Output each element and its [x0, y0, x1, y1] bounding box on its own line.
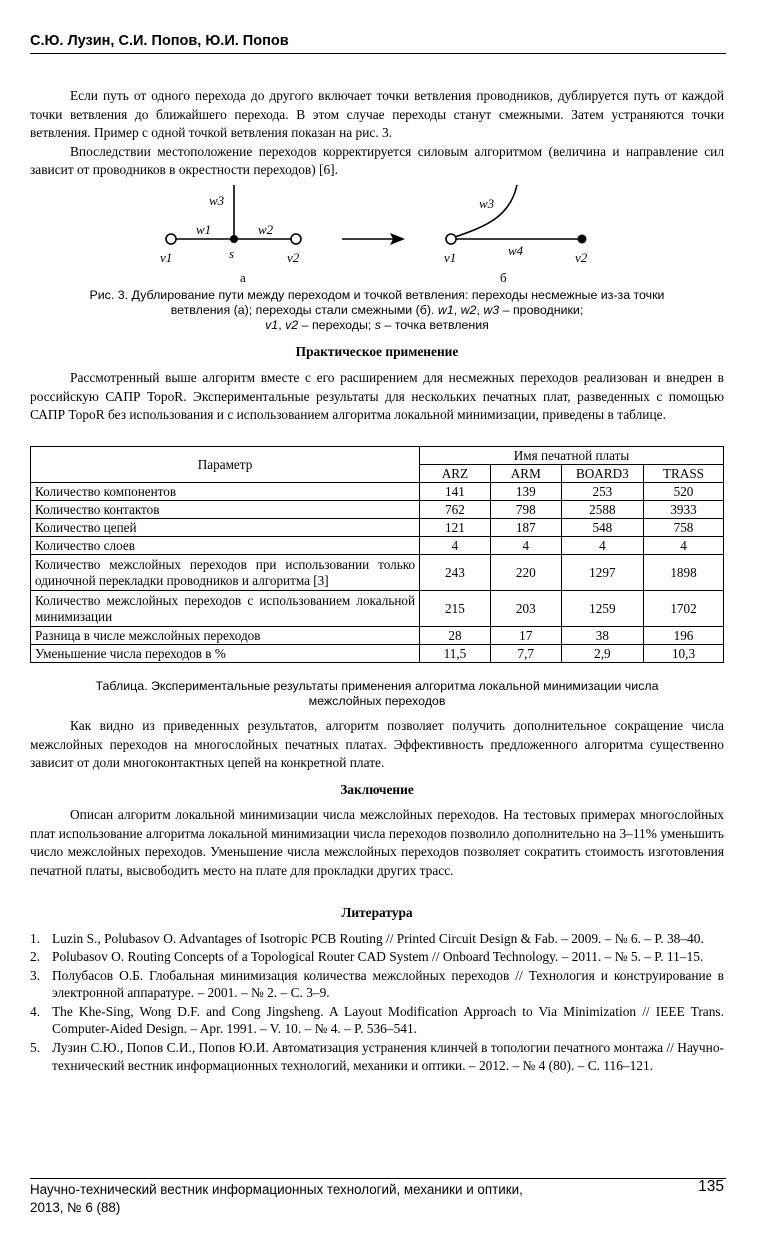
running-footer [30, 1181, 590, 1216]
section-title-practical: Практическое применение [295, 344, 459, 359]
results-table-wrap [30, 446, 724, 663]
reference-item: 3. Полубасов О.Б. Глобальная минимизация количества межслойных переходов // Технология и конструирование в электронной аппаратуре. – 2001. – № 2. – С. 3–9. [30, 967, 724, 1001]
table-row: Уменьшение числа переходов в % 11,5 7,7 2,9 10,3 [31, 645, 724, 663]
column-header: TRASS [644, 465, 724, 483]
section-title-references: Литература [341, 905, 413, 920]
via-v2 [578, 235, 587, 244]
caption-line-3: v1, v2 – переходы; s – точка ветвления [265, 318, 489, 333]
results-paragraph: Как видно из приведенных результатов, алгоритм позволяет получить дополнительное сокращение числа межслойных переходов на многослойных печатных платах. Эффективность предложенного алгоритма существенно зависит от доли многоконтактных цепей на конкретной плате. [30, 718, 724, 771]
arrow [342, 233, 405, 245]
caption-line-2: ветвления (а); переходы стали смежными (б). w1, w2, w3 – проводники; [170, 303, 584, 318]
table-caption-line-1: Таблица. Экспериментальные результаты применения алгоритма локальной минимизации числа [95, 679, 659, 693]
reference-list [30, 930, 724, 1074]
label-a: а [240, 270, 246, 285]
label-w4: w4 [508, 243, 524, 258]
param-header: Параметр [31, 447, 420, 483]
header-rule [30, 53, 726, 54]
branch-point-s [230, 235, 238, 243]
intro-section [30, 87, 724, 180]
label-w3: w3 [479, 196, 495, 211]
reference-item: 4. The Khe-Sing, Wong D.F. and Cong Jingsheng. A Layout Modification Approach to Via Minimization // IEEE Trans. Computer-Aided Design. – Apr. 1991. – V. 10. – № 4. – P. 536–541. [30, 1003, 724, 1037]
footer-rule [30, 1178, 726, 1179]
diagram-b [444, 185, 588, 285]
diagram-a [160, 185, 301, 285]
results-section [30, 717, 724, 773]
table-row: Количество цепей 121 187 548 758 [31, 519, 724, 537]
section-title-conclusion: Заключение [340, 782, 414, 797]
results-table [30, 446, 724, 663]
column-header: ARM [490, 465, 561, 483]
page-number: 135 [698, 1178, 724, 1195]
via-v1 [446, 234, 456, 244]
label-w3: w3 [209, 193, 225, 208]
figure-3 [0, 178, 774, 288]
label-v1: v1 [160, 250, 173, 265]
edge-w3-curve [452, 185, 517, 238]
table-caption [30, 679, 724, 709]
figure-caption [30, 288, 724, 334]
table-caption-line-2: межслойных переходов [308, 694, 446, 709]
via-v2 [291, 234, 301, 244]
column-header: ARZ [420, 465, 491, 483]
caption-line-1: Рис. 3. Дублирование пути между переходом и точкой ветвления: переходы несмежные из-за точки [89, 288, 665, 302]
reference-item: 5. Лузин С.Ю., Попов С.И., Попов Ю.И. Автоматизация устранения клинчей в топологии печатного монтажа // Научно-технический вестник информационных технологий, механики и оптики. – 2012. – № 4 (80). – С. 116–121. [30, 1039, 724, 1073]
intro-paragraph-1: Если путь от одного перехода до другого включает точки ветвления проводников, дублируется путь от каждой точки ветвления до ближайшего перехода. В этом случае переходы станут смежными. Затем устраняются точки ветвления. Пример с одной точкой ветвления показан на рис. 3. [30, 88, 724, 141]
table-row: Количество компонентов 141 139 253 520 [31, 483, 724, 501]
table-row: Количество слоев 4 4 4 4 [31, 537, 724, 555]
section-conclusion [30, 781, 724, 880]
board-name-header: Имя печатной платы [420, 447, 724, 465]
label-s: s [229, 246, 235, 261]
practical-paragraph: Рассмотренный выше алгоритм вместе с его расширением для несмежных переходов реализован и внедрен в российскую САПР TopoR. Экспериментальные результаты для нескольких печатных плат, разведенных с помощью САПР TopoR без использования и с использованием алгоритма локальной минимизации, приведены в таблице. [30, 370, 724, 423]
reference-item: 2. Polubasov O. Routing Concepts of a Topological Router CAD System // Onboard Technology. – 2011. – № 5. – P. 11–15. [30, 949, 704, 965]
reference-item: 1. Luzin S., Polubasov O. Advantages of Isotropic PCB Routing // Printed Circuit Design & Fab. – 2009. – № 6. – P. 38–40. [30, 931, 704, 946]
label-v2: v2 [287, 250, 300, 265]
table-row: Количество межслойных переходов с использованием локальной минимизации 215 203 1259 1702 [31, 591, 724, 627]
conclusion-paragraph: Описан алгоритм локальной минимизации числа межслойных переходов. На тестовых примерах многослойных плат использование алгоритма локальной минимизации числа переходов позволило дополнительно на 3–11% уменьшить число межслойных переходов. Уменьшение числа межслойных переходов позволяет сократить стоимость изготовления печатной платы, высвободить место на плате для прокладки других трасс. [30, 807, 724, 878]
section-references [30, 904, 724, 1075]
table-row: Количество контактов 762 798 2588 3933 [31, 501, 724, 519]
footer-journal: Научно-технический вестник информационных технологий, механики и оптики, [30, 1182, 523, 1197]
section-practical [30, 343, 724, 425]
column-header: BOARD3 [561, 465, 643, 483]
label-b: б [500, 270, 507, 285]
running-header: С.Ю. Лузин, С.И. Попов, Ю.И. Попов [30, 33, 289, 49]
intro-paragraph-2: Впоследствии местоположение переходов корректируется силовым алгоритмом (величина и направление сил зависит от проводников в окрестности переходов) [6]. [30, 143, 724, 178]
label-w1: w1 [196, 222, 212, 237]
label-w2: w2 [258, 222, 274, 237]
table-row: Количество межслойных переходов при использовании только одиночной перекладки проводников и алгоритма [3] 243 220 1297 1898 [31, 555, 724, 591]
label-v1: v1 [444, 250, 457, 265]
label-v2: v2 [575, 250, 588, 265]
footer-issue: 2013, № 6 (88) [30, 1199, 121, 1215]
table-row: Разница в числе межслойных переходов 28 17 38 196 [31, 627, 724, 645]
via-v1 [166, 234, 176, 244]
